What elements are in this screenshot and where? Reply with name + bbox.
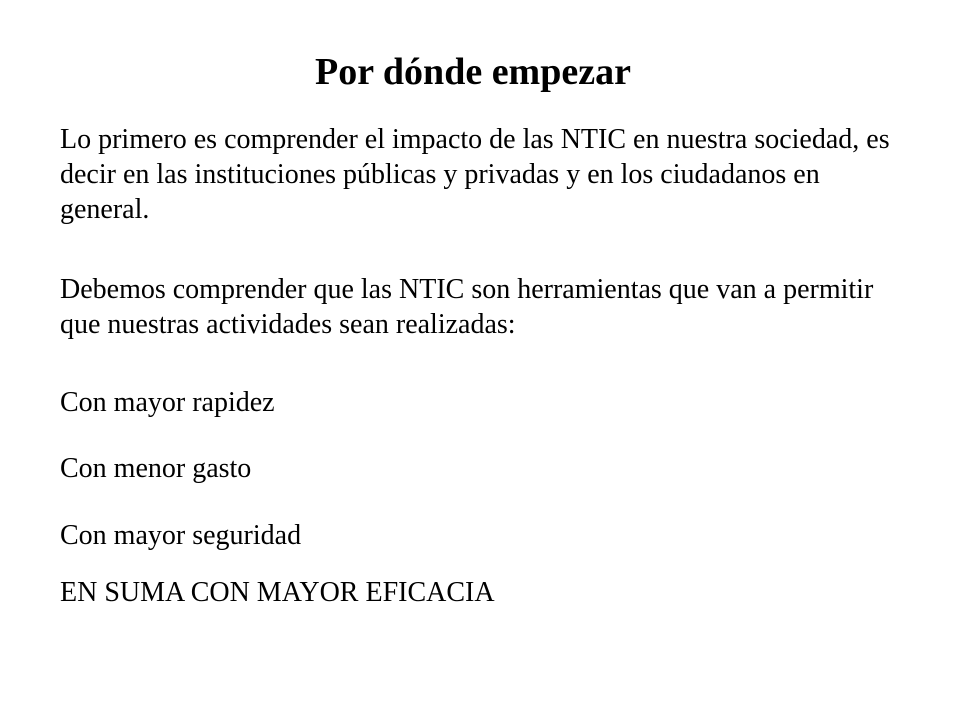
- list-item-gasto: Con menor gasto: [60, 453, 252, 484]
- list-item-seguridad: Con mayor seguridad: [60, 520, 302, 551]
- list-item-eficacia: EN SUMA CON MAYOR EFICACIA: [60, 577, 495, 608]
- tools-paragraph: Debemos comprender que las NTIC son herramientas que van a permitir que nuestras actividades sean realizadas:: [60, 274, 874, 340]
- list-item-rapidez: Con mayor rapidez: [60, 387, 275, 418]
- intro-paragraph: Lo primero es comprender el impacto de las NTIC en nuestra sociedad, es decir en las instituciones públicas y privadas y en los ciudadanos en general.: [60, 124, 890, 225]
- slide-title: Por dónde empezar: [315, 51, 631, 93]
